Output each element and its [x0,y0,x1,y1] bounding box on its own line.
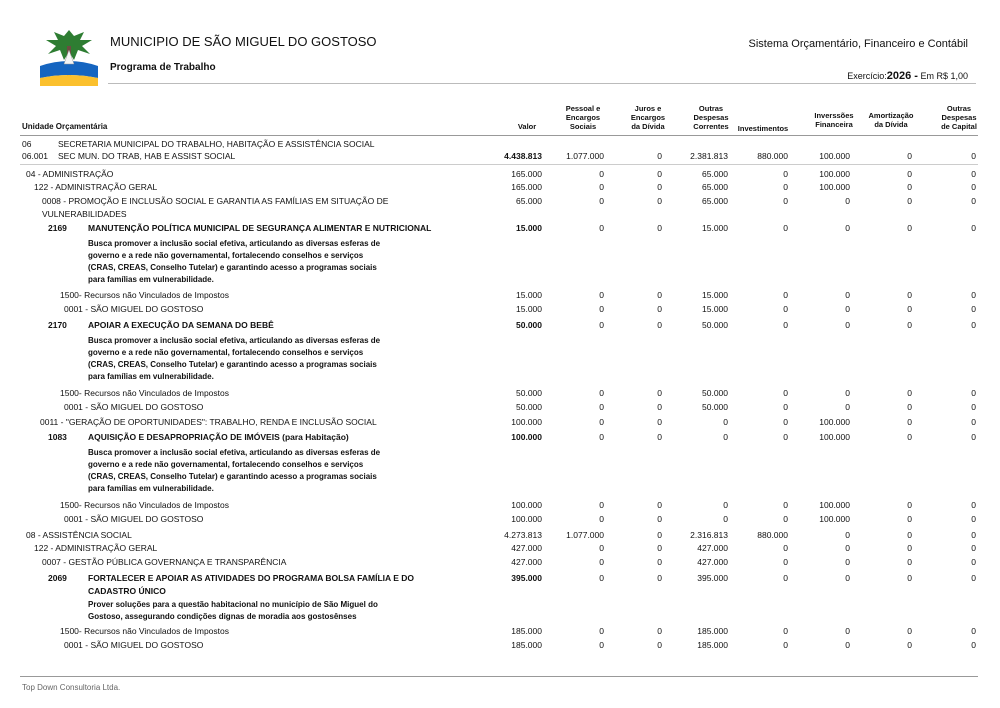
value-cell: 0 [907,151,912,161]
table-row [0,402,1000,414]
row-label: 08 - ASSISTÊNCIA SOCIAL [26,530,132,540]
value-cell: 15.000 [516,223,542,233]
value-cell: 427.000 [697,557,728,567]
value-cell: 0 [907,182,912,192]
exercise-info: Exercício:2026 - Em R$ 1,00 [847,70,968,82]
value-cell: 0 [907,543,912,553]
description-line: (CRAS, CREAS, Conselho Tutelar) e garantindo acesso a programas sociais [88,360,377,369]
value-cell: 0 [845,223,850,233]
footer-text: Top Down Consultoria Ltda. [22,683,121,692]
value-cell: 0 [845,196,850,206]
value-cell: 0 [907,223,912,233]
action-label: APOIAR A EXECUÇÃO DA SEMANA DO BEBÊ [88,320,274,330]
value-cell: 0 [657,640,662,650]
amortizacao-header-line: Amortização [868,111,914,120]
outras-correntes-column-header [688,104,734,131]
value-cell: 0 [971,196,976,206]
outras_capital-header-line: de Capital [941,122,977,131]
inversoes-column-header [810,111,858,129]
value-cell: 0 [657,169,662,179]
value-cell: 0 [599,417,604,427]
value-cell: 0 [657,196,662,206]
value-cell: 100.000 [511,500,542,510]
value-cell: 0 [845,573,850,583]
value-cell: 0 [657,557,662,567]
unit-name: SECRETARIA MUNICIPAL DO TRABALHO, HABITAÇÃO E ASSISTÊNCIA SOCIAL [58,139,375,149]
value-cell: 0 [599,543,604,553]
value-cell: 0 [971,388,976,398]
value-cell: 0 [783,169,788,179]
value-cell: 0 [599,514,604,524]
description-line: governo e a rede não governamental, fortalecendo conselhos e serviços [88,460,364,469]
value-cell: 0 [723,432,728,442]
value-cell: 0 [599,557,604,567]
value-cell: 0 [907,514,912,524]
value-cell: 0 [907,169,912,179]
column-header-divider [20,135,978,136]
row-label: 04 - ADMINISTRAÇÃO [26,169,114,179]
value-cell: 0 [845,290,850,300]
description-line: Busca promover a inclusão social efetiva, articulando as diversas esferas de [88,448,381,457]
value-cell: 0 [599,402,604,412]
value-cell: 100.000 [819,432,850,442]
value-cell: 880.000 [757,530,788,540]
row-label: 1500- Recursos não Vinculados de Impostos [60,388,229,398]
value-cell: 0 [971,402,976,412]
value-cell: 50.000 [702,402,728,412]
value-cell: 0 [657,304,662,314]
value-cell: 0 [657,530,662,540]
value-cell: 0 [907,530,912,540]
header-divider [108,83,976,84]
value-cell: 427.000 [511,543,542,553]
subunit-code: 06.001 [22,151,48,161]
investimentos-column-header: Investimentos [737,124,789,133]
value-cell: 0 [971,151,976,161]
value-cell: 0 [845,320,850,330]
value-cell: 0 [971,320,976,330]
value-cell: 0 [783,182,788,192]
value-cell: 0 [599,304,604,314]
table-row [0,500,1000,512]
value-cell: 0 [845,388,850,398]
value-cell: 0 [845,626,850,636]
value-cell: 0 [599,223,604,233]
value-cell: 100.000 [511,432,542,442]
description-line: Busca promover a inclusão social efetiva, articulando as diversas esferas de [88,336,381,345]
description-line: Busca promover a inclusão social efetiva, articulando as diversas esferas de [88,239,381,248]
action-code: 2169 [48,223,67,233]
action-label-cont: CADASTRO ÚNICO [88,586,166,596]
value-cell: 0 [783,196,788,206]
value-cell: 0 [599,432,604,442]
value-cell: 2.316.813 [690,530,728,540]
outras_correntes-header-line: Outras [698,104,724,113]
value-cell: 0 [971,223,976,233]
value-cell: 0 [907,500,912,510]
value-cell: 0 [783,432,788,442]
description-line: governo e a rede não governamental, fortalecendo conselhos e serviços [88,251,364,260]
value-cell: 0 [657,573,662,583]
value-cell: 0 [907,196,912,206]
value-cell: 0 [599,500,604,510]
report-title: Programa de Trabalho [110,62,216,73]
value-cell: 100.000 [819,500,850,510]
value-cell: 0 [907,573,912,583]
value-cell: 0 [845,530,850,540]
action-label: MANUTENÇÃO POLÍTICA MUNICIPAL DE SEGURANÇA ALIMENTAR E NUTRICIONAL [88,223,432,233]
value-cell: 50.000 [702,320,728,330]
description-line: para famílias em vulnerabilidade. [88,484,214,493]
row-label: 0001 - SÃO MIGUEL DO GOSTOSO [64,514,204,524]
pessoal-column-header [560,104,606,131]
value-cell: 0 [657,320,662,330]
value-cell: 100.000 [819,182,850,192]
value-cell: 0 [599,196,604,206]
value-cell: 0 [971,169,976,179]
value-cell: 0 [845,543,850,553]
table-row [0,182,1000,194]
juros-header-line: Juros e [634,104,662,113]
value-cell: 4.438.813 [504,151,542,161]
system-name: Sistema Orçamentário, Financeiro e Contábil [748,38,968,50]
table-row [0,530,1000,542]
value-cell: 4.273.813 [504,530,542,540]
value-cell: 0 [599,640,604,650]
row-label: 0001 - SÃO MIGUEL DO GOSTOSO [64,304,204,314]
value-cell: 0 [783,573,788,583]
table-row [0,543,1000,555]
description-line: (CRAS, CREAS, Conselho Tutelar) e garantindo acesso a programas sociais [88,263,377,272]
value-cell: 0 [783,388,788,398]
value-cell: 0 [783,500,788,510]
value-cell: 185.000 [697,640,728,650]
value-cell: 0 [599,626,604,636]
value-cell: 0 [599,320,604,330]
action-code: 1083 [48,432,67,442]
row-label: 1500- Recursos não Vinculados de Impostos [60,500,229,510]
juros-header-line: Encargos [630,113,666,122]
row-label: 122 - ADMINISTRAÇÃO GERAL [34,543,158,553]
action-description [88,238,408,286]
value-cell: 15.000 [702,290,728,300]
table-row [0,290,1000,302]
value-cell: 100.000 [511,514,542,524]
action-row [0,320,1000,332]
value-cell: 0 [907,557,912,567]
value-cell: 1.077.000 [566,151,604,161]
value-cell: 0 [971,543,976,553]
footer-divider [20,676,978,677]
municipality-name: MUNICIPIO DE SÃO MIGUEL DO GOSTOSO [110,34,377,49]
value-cell: 427.000 [697,543,728,553]
value-cell: 0 [657,182,662,192]
row-label: 1500- Recursos não Vinculados de Impostos [60,626,229,636]
value-cell: 0 [657,626,662,636]
value-cell: 0 [907,626,912,636]
value-cell: 0 [907,388,912,398]
value-cell: 100.000 [819,514,850,524]
description-line: Prover soluções para a questão habitacional no município de São Miguel do [88,600,378,609]
value-cell: 0 [971,573,976,583]
juros-header-line: da Dívida [631,122,665,131]
municipality-logo [34,26,104,92]
value-cell: 0 [971,432,976,442]
action-label: FORTALECER E APOIAR AS ATIVIDADES DO PROGRAMA BOLSA FAMÍLIA E DO [88,573,414,583]
value-cell: 0 [907,320,912,330]
row-label: 1500- Recursos não Vinculados de Impostos [60,290,229,300]
value-cell: 0 [783,626,788,636]
value-cell: 2.381.813 [690,151,728,161]
value-cell: 185.000 [511,626,542,636]
value-cell: 0 [971,500,976,510]
value-cell: 185.000 [511,640,542,650]
table-row [0,196,1000,219]
unit-column-header: Unidade Orçamentária [22,122,108,131]
table-row [0,640,1000,652]
value-cell: 165.000 [511,182,542,192]
unit-row-1 [0,139,1000,151]
value-cell: 1.077.000 [566,530,604,540]
value-cell: 0 [657,151,662,161]
pessoal-header-line: Sociais [569,122,597,131]
value-cell: 0 [783,402,788,412]
value-cell: 0 [599,169,604,179]
description-line: (CRAS, CREAS, Conselho Tutelar) e garantindo acesso a programas sociais [88,472,377,481]
unit-divider [20,164,978,165]
value-cell: 0 [657,543,662,553]
value-cell: 395.000 [697,573,728,583]
amortizacao-column-header [866,111,916,129]
action-description [88,599,408,623]
table-row [0,514,1000,526]
value-cell: 0 [657,290,662,300]
action-description [88,447,408,495]
row-label: 0008 - PROMOÇÃO E INCLUSÃO SOCIAL E GARANTIA AS FAMÍLIAS EM SITUAÇÃO DE [42,196,389,206]
value-cell: 0 [783,543,788,553]
value-cell: 0 [599,290,604,300]
value-cell: 50.000 [516,320,542,330]
value-cell: 15.000 [516,290,542,300]
value-cell: 100.000 [511,417,542,427]
inversoes-header-line: Financeira [815,120,853,129]
row-label: 0001 - SÃO MIGUEL DO GOSTOSO [64,402,204,412]
value-cell: 0 [657,402,662,412]
value-cell: 0 [845,402,850,412]
pessoal-header-line: Encargos [565,113,601,122]
pessoal-header-line: Pessoal e [565,104,601,113]
value-cell: 0 [657,514,662,524]
table-row [0,557,1000,569]
value-cell: 15.000 [702,304,728,314]
value-cell: 0 [907,417,912,427]
action-label: AQUISIÇÃO E DESAPROPRIAÇÃO DE IMÓVEIS (para Habitação) [88,432,349,442]
value-cell: 880.000 [757,151,788,161]
value-cell: 427.000 [511,557,542,567]
value-cell: 0 [599,573,604,583]
value-cell: 0 [783,290,788,300]
table-row [0,169,1000,181]
table-row [0,417,1000,429]
row-label: 0011 - "GERAÇÃO DE OPORTUNIDADES": TRABALHO, RENDA E INCLUSÃO SOCIAL [40,417,377,427]
value-cell: 50.000 [516,388,542,398]
action-code: 2069 [48,573,67,583]
value-cell: 0 [657,432,662,442]
value-cell: 0 [723,417,728,427]
value-cell: 0 [845,304,850,314]
valor-column-header: Valor [517,122,537,131]
value-cell: 0 [907,304,912,314]
value-cell: 15.000 [702,223,728,233]
value-cell: 65.000 [516,196,542,206]
value-cell: 0 [783,640,788,650]
value-cell: 15.000 [516,304,542,314]
juros-column-header [626,104,670,131]
table-row [0,304,1000,316]
value-cell: 0 [907,640,912,650]
outras_correntes-header-line: Correntes [693,122,729,131]
unit-row-2 [0,151,1000,163]
unit-code: 06 [22,139,32,149]
value-cell: 0 [971,626,976,636]
outras_capital-header-line: Despesas [941,113,977,122]
outras_correntes-header-line: Despesas [693,113,729,122]
value-cell: 100.000 [819,417,850,427]
table-row [0,626,1000,638]
row-label: 0001 - SÃO MIGUEL DO GOSTOSO [64,640,204,650]
action-row [0,223,1000,235]
value-cell: 0 [783,557,788,567]
value-cell: 65.000 [702,169,728,179]
row-label-cont: VULNERABILIDADES [42,209,127,219]
value-cell: 0 [971,557,976,567]
value-cell: 65.000 [702,182,728,192]
action-row [0,573,1000,596]
value-cell: 0 [971,640,976,650]
subunit-name: SEC MUN. DO TRAB, HAB E ASSIST SOCIAL [58,151,236,161]
value-cell: 100.000 [819,151,850,161]
value-cell: 0 [907,432,912,442]
description-line: para famílias em vulnerabilidade. [88,372,214,381]
description-line: Gostoso, assegurando condições dignas de moradia aos gostosênses [88,612,357,621]
value-cell: 0 [971,290,976,300]
action-code: 2170 [48,320,67,330]
amortizacao-header-line: da Dívida [874,120,908,129]
value-cell: 185.000 [697,626,728,636]
value-cell: 100.000 [819,169,850,179]
value-cell: 0 [723,500,728,510]
action-row [0,432,1000,444]
row-label: 122 - ADMINISTRAÇÃO GERAL [34,182,158,192]
inversoes-header-line: Inverssões [814,111,854,120]
value-cell: 0 [657,388,662,398]
action-description [88,335,408,383]
value-cell: 0 [783,304,788,314]
value-cell: 0 [971,417,976,427]
value-cell: 0 [845,640,850,650]
value-cell: 0 [599,182,604,192]
table-row [0,388,1000,400]
row-label: 0007 - GESTÃO PÚBLICA GOVERNANÇA E TRANSPARÊNCIA [42,557,287,567]
value-cell: 0 [971,182,976,192]
value-cell: 0 [971,530,976,540]
value-cell: 0 [723,514,728,524]
value-cell: 50.000 [702,388,728,398]
value-cell: 0 [971,514,976,524]
value-cell: 0 [599,388,604,398]
value-cell: 0 [783,223,788,233]
value-cell: 0 [657,417,662,427]
value-cell: 65.000 [702,196,728,206]
value-cell: 0 [657,223,662,233]
value-cell: 50.000 [516,402,542,412]
outras-capital-column-header [936,104,982,131]
value-cell: 0 [657,500,662,510]
value-cell: 0 [783,514,788,524]
description-line: governo e a rede não governamental, fortalecendo conselhos e serviços [88,348,364,357]
value-cell: 165.000 [511,169,542,179]
outras_capital-header-line: Outras [946,104,972,113]
value-cell: 0 [907,402,912,412]
value-cell: 0 [783,320,788,330]
description-line: para famílias em vulnerabilidade. [88,275,214,284]
value-cell: 395.000 [511,573,542,583]
value-cell: 0 [783,417,788,427]
value-cell: 0 [971,304,976,314]
value-cell: 0 [907,290,912,300]
value-cell: 0 [845,557,850,567]
